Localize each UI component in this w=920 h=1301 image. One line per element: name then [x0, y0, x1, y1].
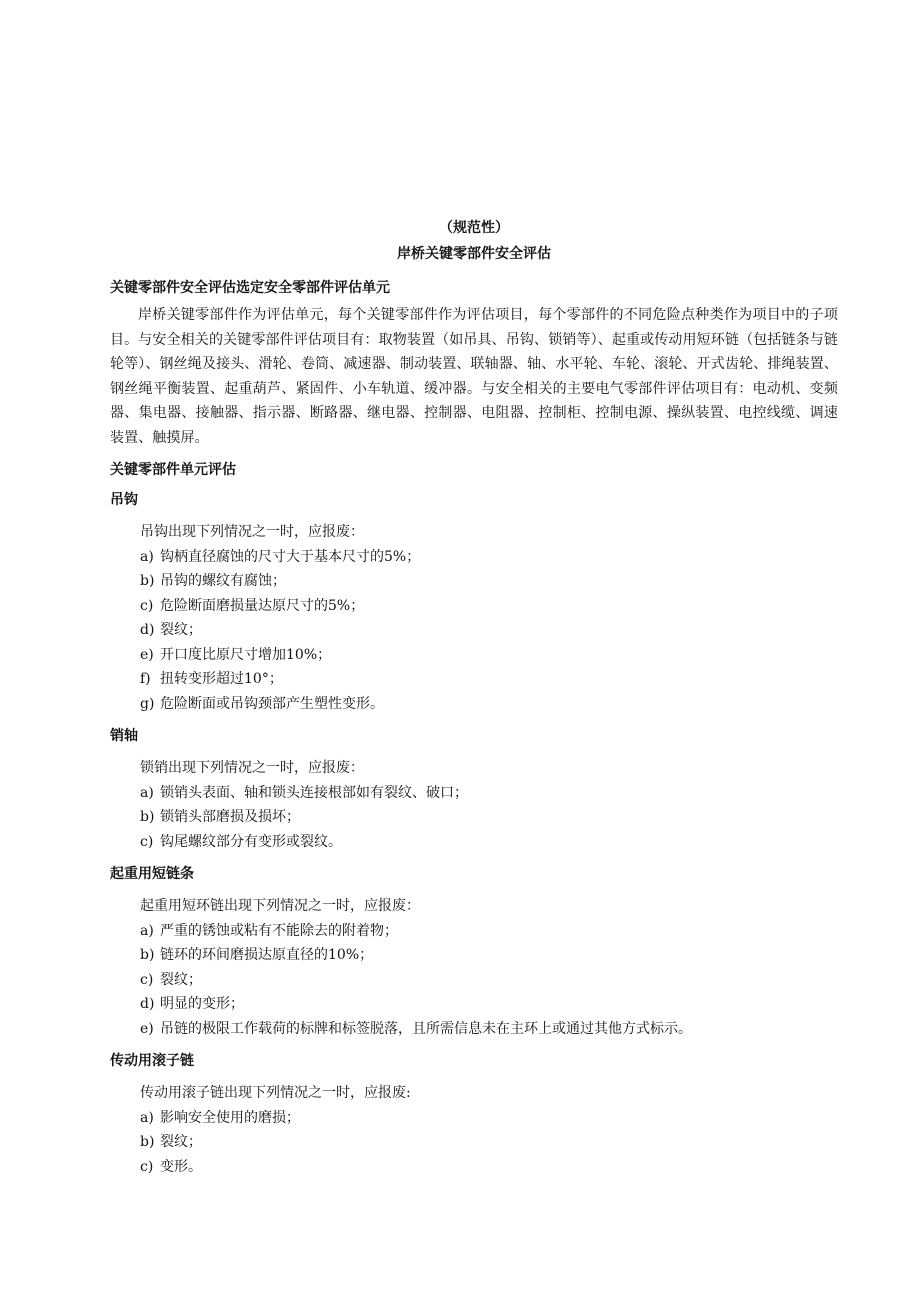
- roller-lead: 传动用滚子链出现下列情况之一时，应报废:: [140, 1085, 411, 1101]
- pin-lead: 锁销出现下列情况之一时，应报废：: [140, 760, 364, 776]
- list-item: d) 裂纹；: [140, 622, 202, 638]
- list-item: b) 吊钩的螺纹有腐蚀；: [140, 573, 286, 589]
- list-item: c) 变形。: [140, 1158, 202, 1175]
- list-item: a) 锁销头表面、轴和锁头连接根部如有裂纹、破口；: [140, 784, 468, 801]
- list-item: c) 危险断面磨损量达原尺寸的5%；: [140, 597, 365, 614]
- list-item: b) 链环的环间磨损达原直径的10%；: [140, 947, 374, 963]
- pin-list: [110, 781, 838, 855]
- hook-lead: 吊钩出现下列情况之一时，应报废：: [140, 524, 364, 540]
- subsection-heading-pin: 销轴: [110, 728, 138, 744]
- list-item: c) 钩尾螺纹部分有变形或裂纹。: [140, 833, 342, 850]
- list-item: f) 扭转变形超过10°；: [140, 671, 283, 687]
- chain-list: [110, 919, 838, 1042]
- list-item: e) 吊链的极限工作载荷的标牌和标签脱落，且所需信息未在主环上或通过其他方式标示。: [140, 1020, 692, 1037]
- hook-list: [110, 545, 838, 717]
- subsection-heading-chain: 起重用短链条: [110, 866, 194, 882]
- section-paragraph-selection: 岸桥关键零部件作为评估单元，每个关键零部件作为评估项目，每个零部件的不同危险点种类作为项目中的子项目。与安全相关的关键零部件评估项目有：取物装置（如吊具、吊钩、锁销等）、起重或传动用短环链（包括链条与链轮等）、钢丝绳及接头、滑轮、卷筒、减速器、制动装置、联轴器、轴、水平轮、车轮、滚轮、开式齿轮、排绳装置、钢丝绳平衡装置、起重葫芦、紧固件、小车轨道、缓冲器。与安全相关的主要电气零部件评估项目有：电动机、变频器、集电器、接触器、指示器、断路器、继电器、控制器、电阻器、控制柜、控制电源、操纵装置、电控线缆、调速装置、触摸屏。: [110, 307, 838, 446]
- list-item: g) 危险断面或吊钩颈部产生塑性变形。: [140, 695, 384, 712]
- list-item: a) 严重的锈蚀或粘有不能除去的附着物；: [140, 922, 398, 939]
- subsection-heading-roller-chain: 传动用滚子链: [110, 1053, 194, 1069]
- annex-type: （规范性）: [439, 220, 509, 236]
- section-heading-selection: 关键零部件安全评估选定安全零部件评估单元: [110, 280, 390, 296]
- list-item: a) 影响安全使用的磨损；: [140, 1109, 300, 1126]
- list-item: b) 锁销头部磨损及损坏；: [140, 809, 300, 825]
- list-item: c) 裂纹；: [140, 971, 202, 988]
- chain-lead: 起重用短环链出现下列情况之一时，应报废：: [140, 898, 420, 914]
- list-item: a) 钩柄直径腐蚀的尺寸大于基本尺寸的5%；: [140, 548, 421, 565]
- section-heading-unit-evaluation: 关键零部件单元评估: [110, 462, 236, 478]
- roller-list: [110, 1106, 838, 1180]
- document-page: [110, 218, 838, 1179]
- list-item: d) 明显的变形；: [140, 996, 244, 1012]
- list-item: b) 裂纹；: [140, 1134, 202, 1150]
- subsection-heading-hook: 吊钩: [110, 492, 138, 508]
- list-item: e) 开口度比原尺寸增加10%；: [140, 646, 332, 663]
- annex-title: 岸桥关键零部件安全评估: [397, 246, 551, 262]
